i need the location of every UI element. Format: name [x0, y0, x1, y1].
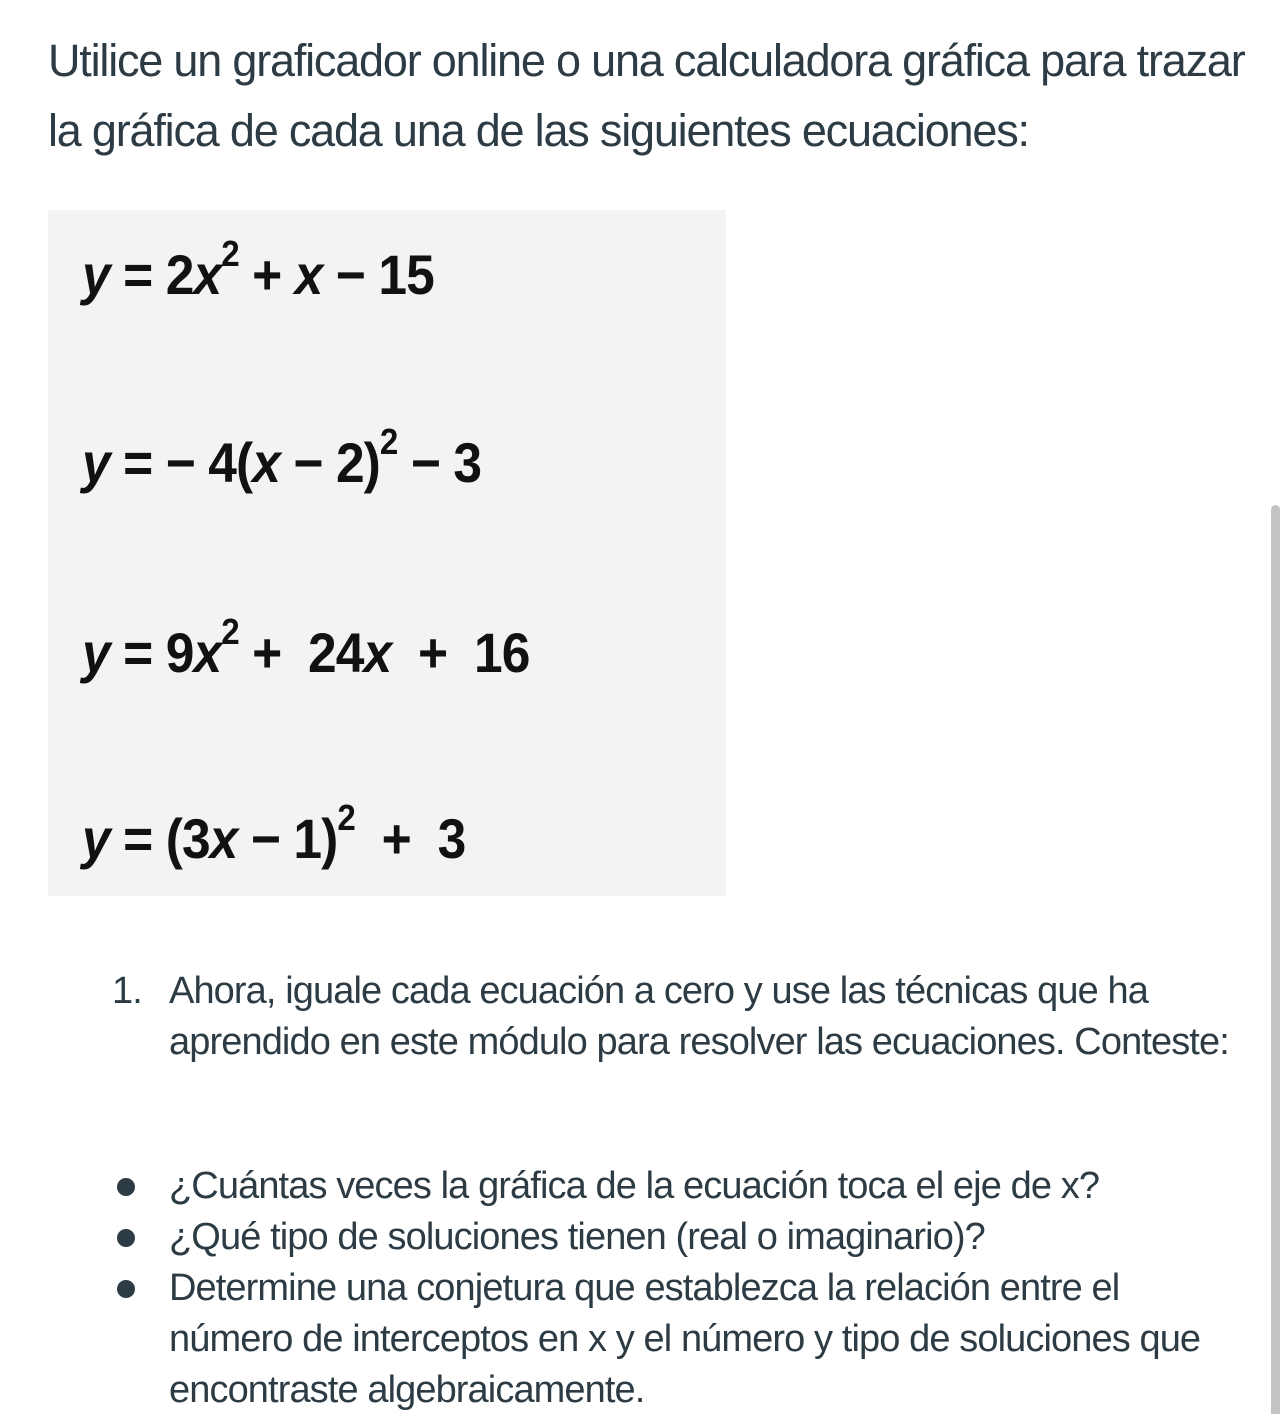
equation-2: y = − $4(x - 2)^2 - 3$ — [82, 421, 482, 494]
instruction-text: Ahora, iguale cada ecuación a cero y use las técnicas que ha aprendido en este módulo para resolver las ecuaciones. Conteste: — [169, 970, 1229, 1063]
intro-paragraph: Utilice un graficador online o una calculadora gráfica para trazar la gráfica de cada una de las siguientes ecuaciones: — [48, 35, 1245, 156]
question-item — [112, 1161, 1252, 1212]
instruction-item — [112, 966, 1252, 1068]
questions-list — [112, 1161, 1252, 1416]
question-item — [112, 1263, 1252, 1416]
equations-image — [48, 210, 726, 896]
bullet-icon — [117, 1178, 135, 1196]
question-item — [112, 1212, 1252, 1263]
question-text: Determine una conjetura que establezca la relación entre el número de interceptos en x y el número y tipo de soluciones que encontraste algebraicamente. — [169, 1267, 1201, 1411]
bullet-icon — [117, 1229, 135, 1247]
list-number: 1. — [112, 970, 142, 1012]
bullet-icon — [117, 1280, 135, 1298]
question-text: ¿Cuántas veces la gráfica de la ecuación toca el eje de x? — [169, 1165, 1100, 1207]
equation-4: $y = (3x - 1)^2 + 3$ — [82, 797, 466, 870]
equation-1: $y = 2x^2 + x - 15$ — [82, 233, 434, 306]
question-text: ¿Qué tipo de soluciones tienen (real o imaginario)? — [169, 1216, 985, 1258]
instructions-list — [112, 966, 1252, 1068]
equation-3: $y = 9x^2 + 24x + 16$ — [82, 611, 530, 684]
vertical-scrollbar[interactable] — [1271, 505, 1280, 1414]
